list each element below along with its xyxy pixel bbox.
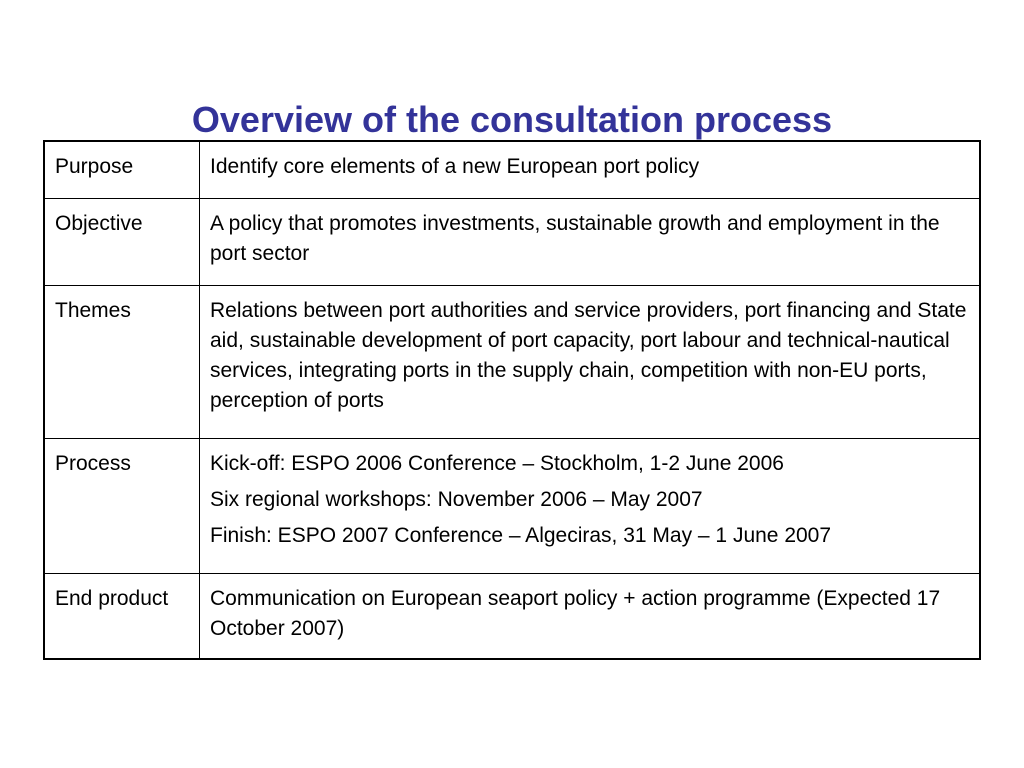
overview-table: [43, 140, 981, 660]
table-row-themes: [44, 286, 980, 439]
row-content-objective: [200, 199, 981, 286]
row-content-end-product: [200, 574, 981, 660]
table-row-purpose: [44, 141, 980, 199]
table-row-process: [44, 439, 980, 574]
row-label-objective: Objective: [44, 199, 200, 286]
end-product-text: Communication on European seaport policy + action programme (Expected 17 October 2007): [210, 587, 941, 640]
row-content-themes: [200, 286, 981, 439]
slide-title: Overview of the consultation process: [191, 99, 833, 141]
row-label-process: Process: [44, 439, 200, 574]
purpose-text: Identify core elements of a new European port policy: [210, 155, 700, 178]
row-label-themes: Themes: [44, 286, 200, 439]
row-content-purpose: [200, 141, 981, 199]
row-content-process: [200, 439, 981, 574]
themes-text: Relations between port authorities and service providers, port financing and State aid, sustainable development of port capacity, port labour and technical-nautical services, integrating ports in the supply chain, competition with non-EU ports, perception of ports: [210, 299, 967, 412]
process-finish-text: Finish: ESPO 2007 Conference – Algeciras, 31 May – 1 June 2007: [210, 524, 832, 547]
row-label-end-product: End product: [44, 574, 200, 660]
process-kickoff-text: Kick-off: ESPO 2006 Conference – Stockholm, 1-2 June 2006: [210, 452, 784, 475]
process-workshops-text: Six regional workshops: November 2006 – May 2007: [210, 488, 703, 511]
objective-text: A policy that promotes investments, sustainable growth and employment in the port sector: [210, 212, 940, 265]
table-row-end-product: [44, 574, 980, 660]
row-label-purpose: Purpose: [44, 141, 200, 199]
table-row-objective: [44, 199, 980, 286]
